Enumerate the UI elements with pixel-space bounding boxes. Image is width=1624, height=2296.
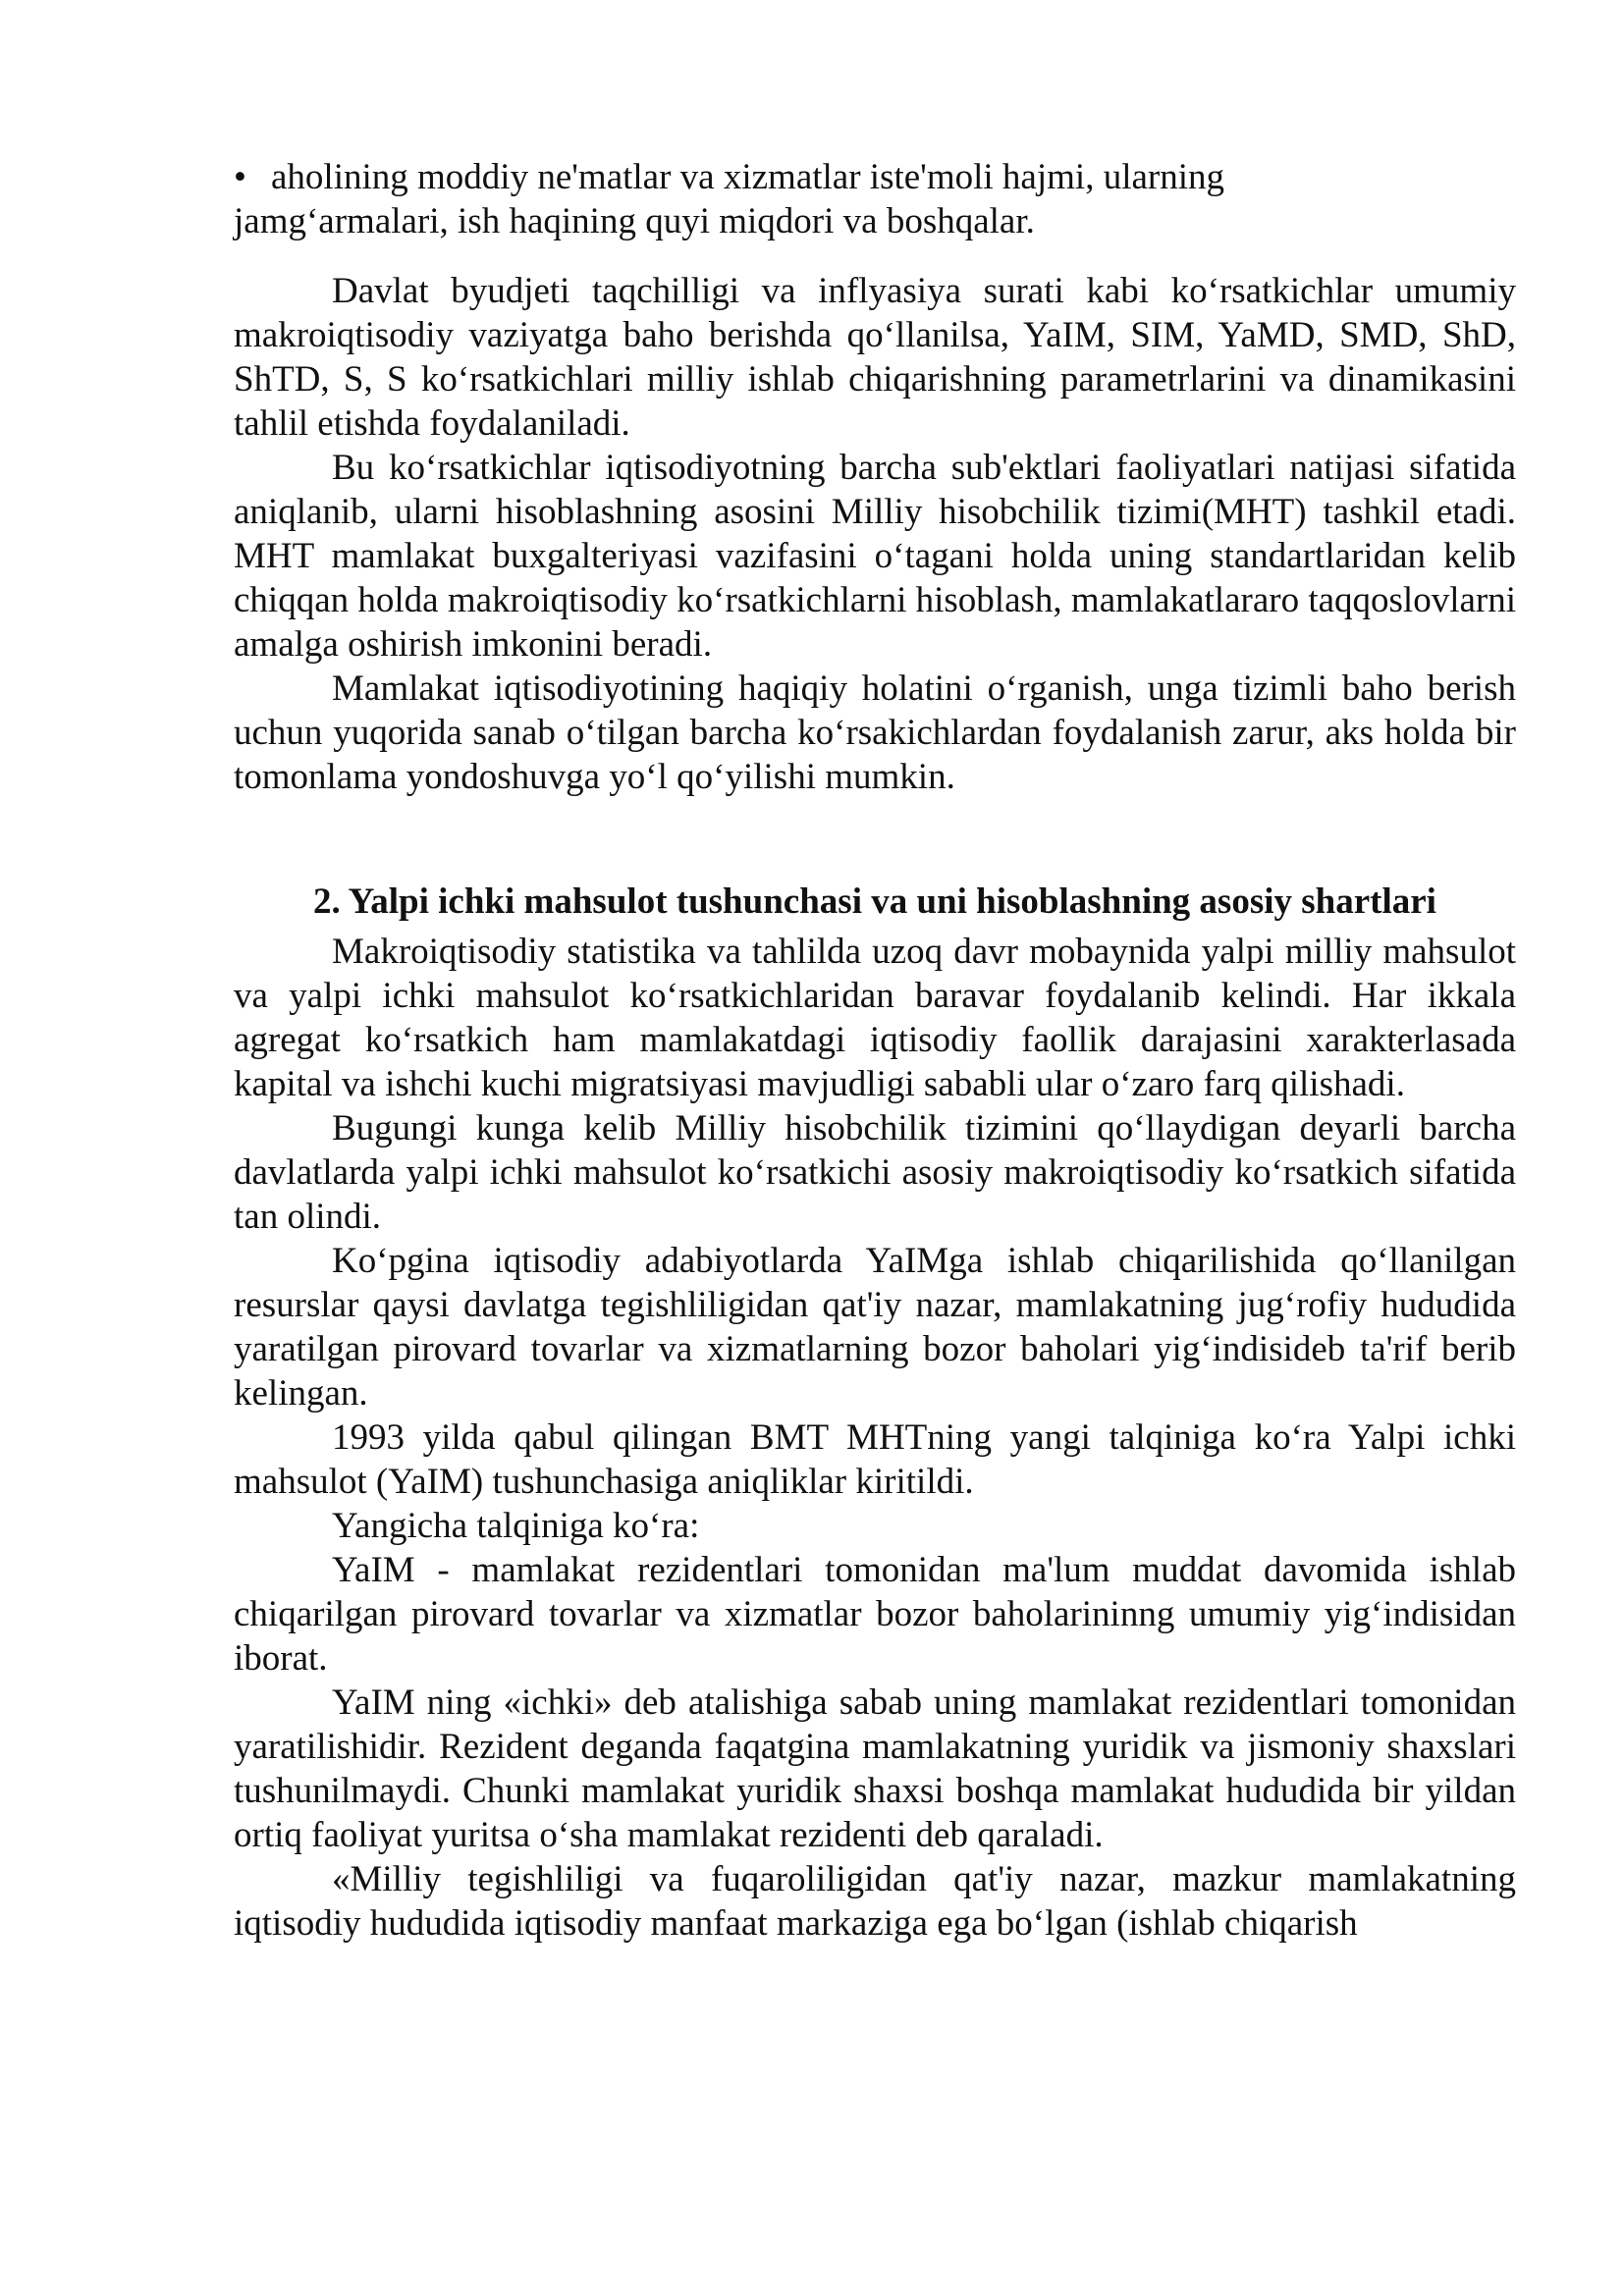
paragraph: Yangicha talqiniga ko‘ra: — [332, 1506, 700, 1546]
paragraph: Bu ko‘rsatkichlar iqtisodiyotning barcha sub'ektlari faoliyatlari natijasi sifatida aniqlanib, ularni hisoblashning asosini Milliy hisobchilik tizimi(MHT) tashkil etadi. MHT mamlakat buxgalteriyasi vazifasini o‘tagani holda uning standartlaridan kelib chiqqan holda makroiqtisodiy ko‘rsatkichlarni hisoblash, mamlakatlararo taqqoslovlarni amalga oshirish imkonini beradi. — [234, 448, 1516, 665]
paragraph: «Milliy tegishliligi va fuqaroliligidan qat'iy nazar, mazkur mamlakatning iqtisodiy hududida iqtisodiy manfaat markaziga ega bo‘lgan (ishlab chiqarish — [234, 1859, 1516, 1944]
paragraph: Mamlakat iqtisodiyotining haqiqiy holatini o‘rganish, unga tizimli baho berish uchun yuqorida sanab o‘tilgan barcha ko‘rsakichlardan foydalanish zarur, aks holda bir tomonlama yondoshuvga yo‘l qo‘yilishi mumkin. — [234, 668, 1516, 797]
paragraph: 1993 yilda qabul qilingan BMT MHTning yangi talqiniga ko‘ra Yalpi ichki mahsulot (YaIM) tushunchasiga aniqliklar kiritildi. — [234, 1417, 1516, 1502]
paragraph: Makroiqtisodiy statistika va tahlilda uzoq davr mobaynida yalpi milliy mahsulot va yalpi ichki mahsulot ko‘rsatkichlaridan baravar foydalanib kelindi. Har ikkala agregat ko‘rsatkich ham mamlakatdagi iqtisodiy faollik darajasini xarakterlasada kapital va ishchi kuchi migratsiyasi mavjudligi sababli ular o‘zaro farq qilishadi. — [234, 932, 1516, 1104]
paragraph: YaIM ning «ichki» deb atalishiga sabab uning mamlakat rezidentlari tomonidan yaratilishidir. Rezident deganda faqatgina mamlakatning yuridik va jismoniy shaxslari tushunilmaydi. Chunki mamlakat yuridik shaxsi boshqa mamlakat hududida bir yildan ortiq faoliyat yuritsa o‘sha mamlakat rezidenti deb qaraladi. — [234, 1682, 1516, 1855]
bullet-text-line-1: aholining moddiy ne'matlar va xizmatlar iste'moli hajmi, ularning — [271, 157, 1224, 197]
bullet-text-line-2: jamg‘armalari, ish haqining quyi miqdori va boshqalar. — [234, 201, 1035, 241]
bullet-item — [234, 155, 1516, 243]
document-page — [234, 155, 1516, 1946]
bullet-marker: • — [234, 157, 246, 197]
section-heading: 2. Yalpi ichki mahsulot tushunchasi va uni hisoblashning asosiy shartlari — [313, 881, 1436, 922]
paragraph: Ko‘pgina iqtisodiy adabiyotlarda YaIMga ishlab chiqarilishida qo‘llanilgan resurslar qaysi davlatga tegishliligidan qat'iy nazar, mamlakatning jug‘rofiy hududida yaratilgan pirovard tovarlar va xizmatlarning bozor baholari yig‘indisideb ta'rif berib kelingan. — [234, 1241, 1516, 1414]
paragraph: Davlat byudjeti taqchilligi va inflyasiya surati kabi ko‘rsatkichlar umumiy makroiqtisodiy vaziyatga baho berishda qo‘llanilsa, YaIM, SIM, YaMD, SMD, ShD, ShTD, S, S ko‘rsatkichlari milliy ishlab chiqarishning parametrlarini va dinamikasini tahlil etishda foydalaniladi. — [234, 271, 1516, 444]
paragraph: Bugungi kunga kelib Milliy hisobchilik tizimini qo‘llaydigan deyarli barcha davlatlarda yalpi ichki mahsulot ko‘rsatkichi asosiy makroiqtisodiy ko‘rsatkich sifatida tan olindi. — [234, 1108, 1516, 1237]
definition-paragraph: YaIM - mamlakat rezidentlari tomonidan ma'lum muddat davomida ishlab chiqarilgan pirovard tovarlar va xizmatlar bozor baholarininng umumiy yig‘indisidan iborat. — [234, 1550, 1516, 1679]
